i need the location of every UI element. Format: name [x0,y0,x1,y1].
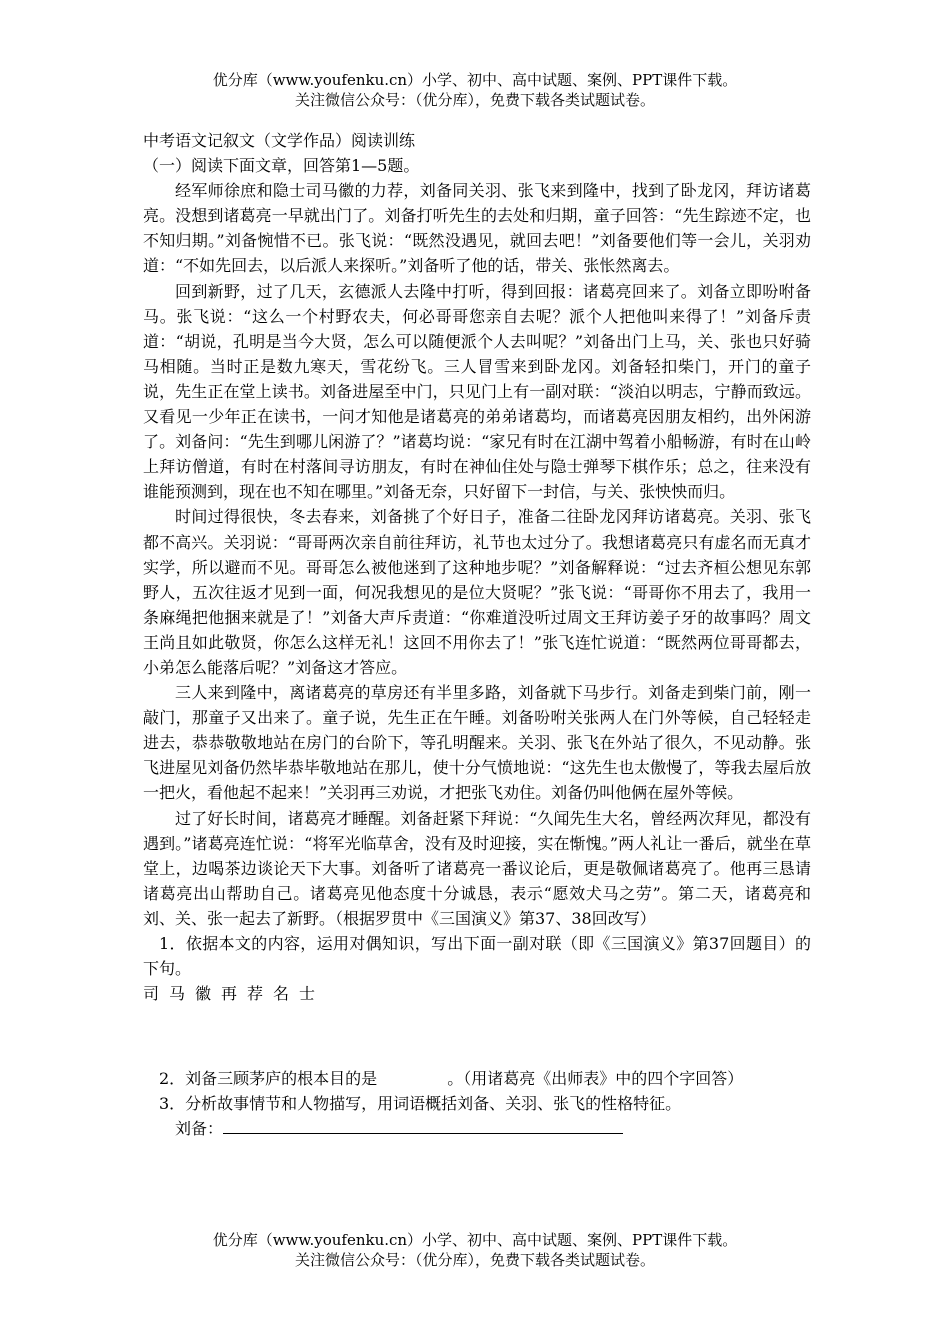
paragraph: 回到新野，过了几天，玄德派人去隆中打听，得到回报：诸葛亮回来了。刘备立即吩咐备马。张飞说：“这么一个村野农夫，何必哥哥您亲自去呢？派个人把他叫来得了！”刘备斥责道：“胡说，孔明是当今大贤，怎么可以随便派个人去叫呢？”刘备出门上马，关、张也只好骑马相随。当时正是数九寒天，雪花纷飞。三人冒雪来到卧龙冈。刘备轻扣柴门，开门的童子说，先生正在堂上读书。刘备进屋至中门，只见门上有一副对联：“淡泊以明志，宁静而致远。又看见一少年正在读书，一问才知他是诸葛亮的弟弟诸葛均，而诸葛亮因朋友相约，出外闲游了。刘备问：“先生到哪儿闲游了？”诸葛均说：“家兄有时在江湖中驾着小船畅游，有时在山岭上拜访僧道，有时在村落间寻访朋友，有时在神仙住处与隐士弹琴下棋作乐；总之，往来没有谁能预测到，现在也不知在哪里。”刘备无奈，只好留下一封信，与关、张怏怏而归。 [143,281,811,502]
header-line-2: 关注微信公众号：（优分库），免费下载各类试题试卷。 [294,91,655,109]
answer-space [143,1006,811,1066]
liubei-answer-row [143,1116,811,1141]
question-2 [143,1066,811,1091]
question-2-note: 。（用诸葛亮《出师表》中的四个字回答） [447,1069,744,1089]
doc-title: 中考语文记叙文（文学作品）阅读训练 [143,131,416,150]
couplet-upper-line: 司马徽再荐名士 [143,984,326,1004]
paragraph: 三人来到隆中，离诸葛亮的草房还有半里多路，刘备就下马步行。刘备走到柴门前，刚一敲门，那童子又出来了。童子说，先生正在午睡。刘备吩咐关张两人在门外等候，自己轻轻走进去，恭恭敬敬地站在房门的台阶下，等孔明醒来。关羽、张飞在外站了很久，不见动静。张飞进屋见刘备仍然毕恭毕敬地站在那儿，使十分气愤地说：“这先生也太傲慢了，等我去屋后放一把火，看他起不起来！”关羽再三劝说，才把张飞劝住。刘备仍叫他俩在屋外等候。 [143,683,811,803]
footer-line-2: 关注微信公众号：（优分库），免费下载各类试题试卷。 [294,1251,655,1269]
liubei-answer-blank[interactable] [223,1119,623,1134]
question-3: 3．分析故事情节和人物描写，用词语概括刘备、关羽、张飞的性格特征。 [159,1094,682,1114]
section-instruction: （一）阅读下面文章，回答第1—5题。 [143,156,420,176]
page-header [0,70,950,110]
question-2-text: 2．刘备三顾茅庐的根本目的是 [159,1069,378,1089]
paragraph: 过了好长时间，诸葛亮才睡醒。刘备赶紧下拜说：“久闻先生大名，曾经两次拜见，都没有遇到。”诸葛亮连忙说：“将军光临草舍，没有及时迎接，实在惭愧。”两人礼让一番后，就坐在草堂上，边喝茶边谈论天下大事。刘备听了诸葛亮一番议论后，更是敬佩诸葛亮了。他再三恳请诸葛亮出山帮助自己。诸葛亮见他态度十分诚恳，表示“愿效犬马之劳”。第二天，诸葛亮和刘、关、张一起去了新野。（根据罗贯中《三国演义》第37、38回改写） [143,808,811,928]
paragraph: 经军师徐庶和隐士司马徽的力荐，刘备同关羽、张飞来到隆中，找到了卧龙冈，拜访诸葛亮。没想到诸葛亮一早就出门了。刘备打听先生的去处和归期，童子回答：“先生踪迹不定，也不知归期。”刘备惋惜不已。张飞说：“既然没遇见，就回去吧！”刘备要他们等一会儿，关羽劝道：“不如先回去，以后派人来探听。”刘备听了他的话，带关、张怅然离去。 [143,181,811,276]
header-line-1: 优分库（www.youfenku.cn）小学、初中、高中试题、案例、PPT课件下载。 [212,71,738,89]
liubei-label: 刘备： [175,1119,224,1139]
page-footer [0,1230,950,1270]
document-body [143,128,811,1142]
paragraph: 时间过得很快，冬去春来，刘备挑了个好日子，准备二往卧龙冈拜访诸葛亮。关羽、张飞都不高兴。关羽说：“哥哥两次亲自前往拜访，礼节也太过分了。我想诸葛亮只有虚名而无真才实学，所以避而不见。哥哥怎么被他迷到了这种地步呢？”刘备解释说：“过去齐桓公想见东郭野人，五次往返才见到一面，何况我想见的是位大贤呢？”张飞说：“哥哥你不用去了，我用一条麻绳把他捆来就是了！”刘备大声斥责道：“你难道没听过周文王拜访姜子牙的故事吗？周文王尚且如此敬贤，你怎么这样无礼！这回不用你去了！”张飞连忙说道：“既然两位哥哥都去，小弟怎么能落后呢？”刘备这才答应。 [143,507,811,677]
footer-line-1: 优分库（www.youfenku.cn）小学、初中、高中试题、案例、PPT课件下载。 [212,1231,738,1249]
question-1: 1．依据本文的内容，运用对偶知识，写出下面一副对联（即《三国演义》第37回题目）的下句。 [143,934,811,979]
